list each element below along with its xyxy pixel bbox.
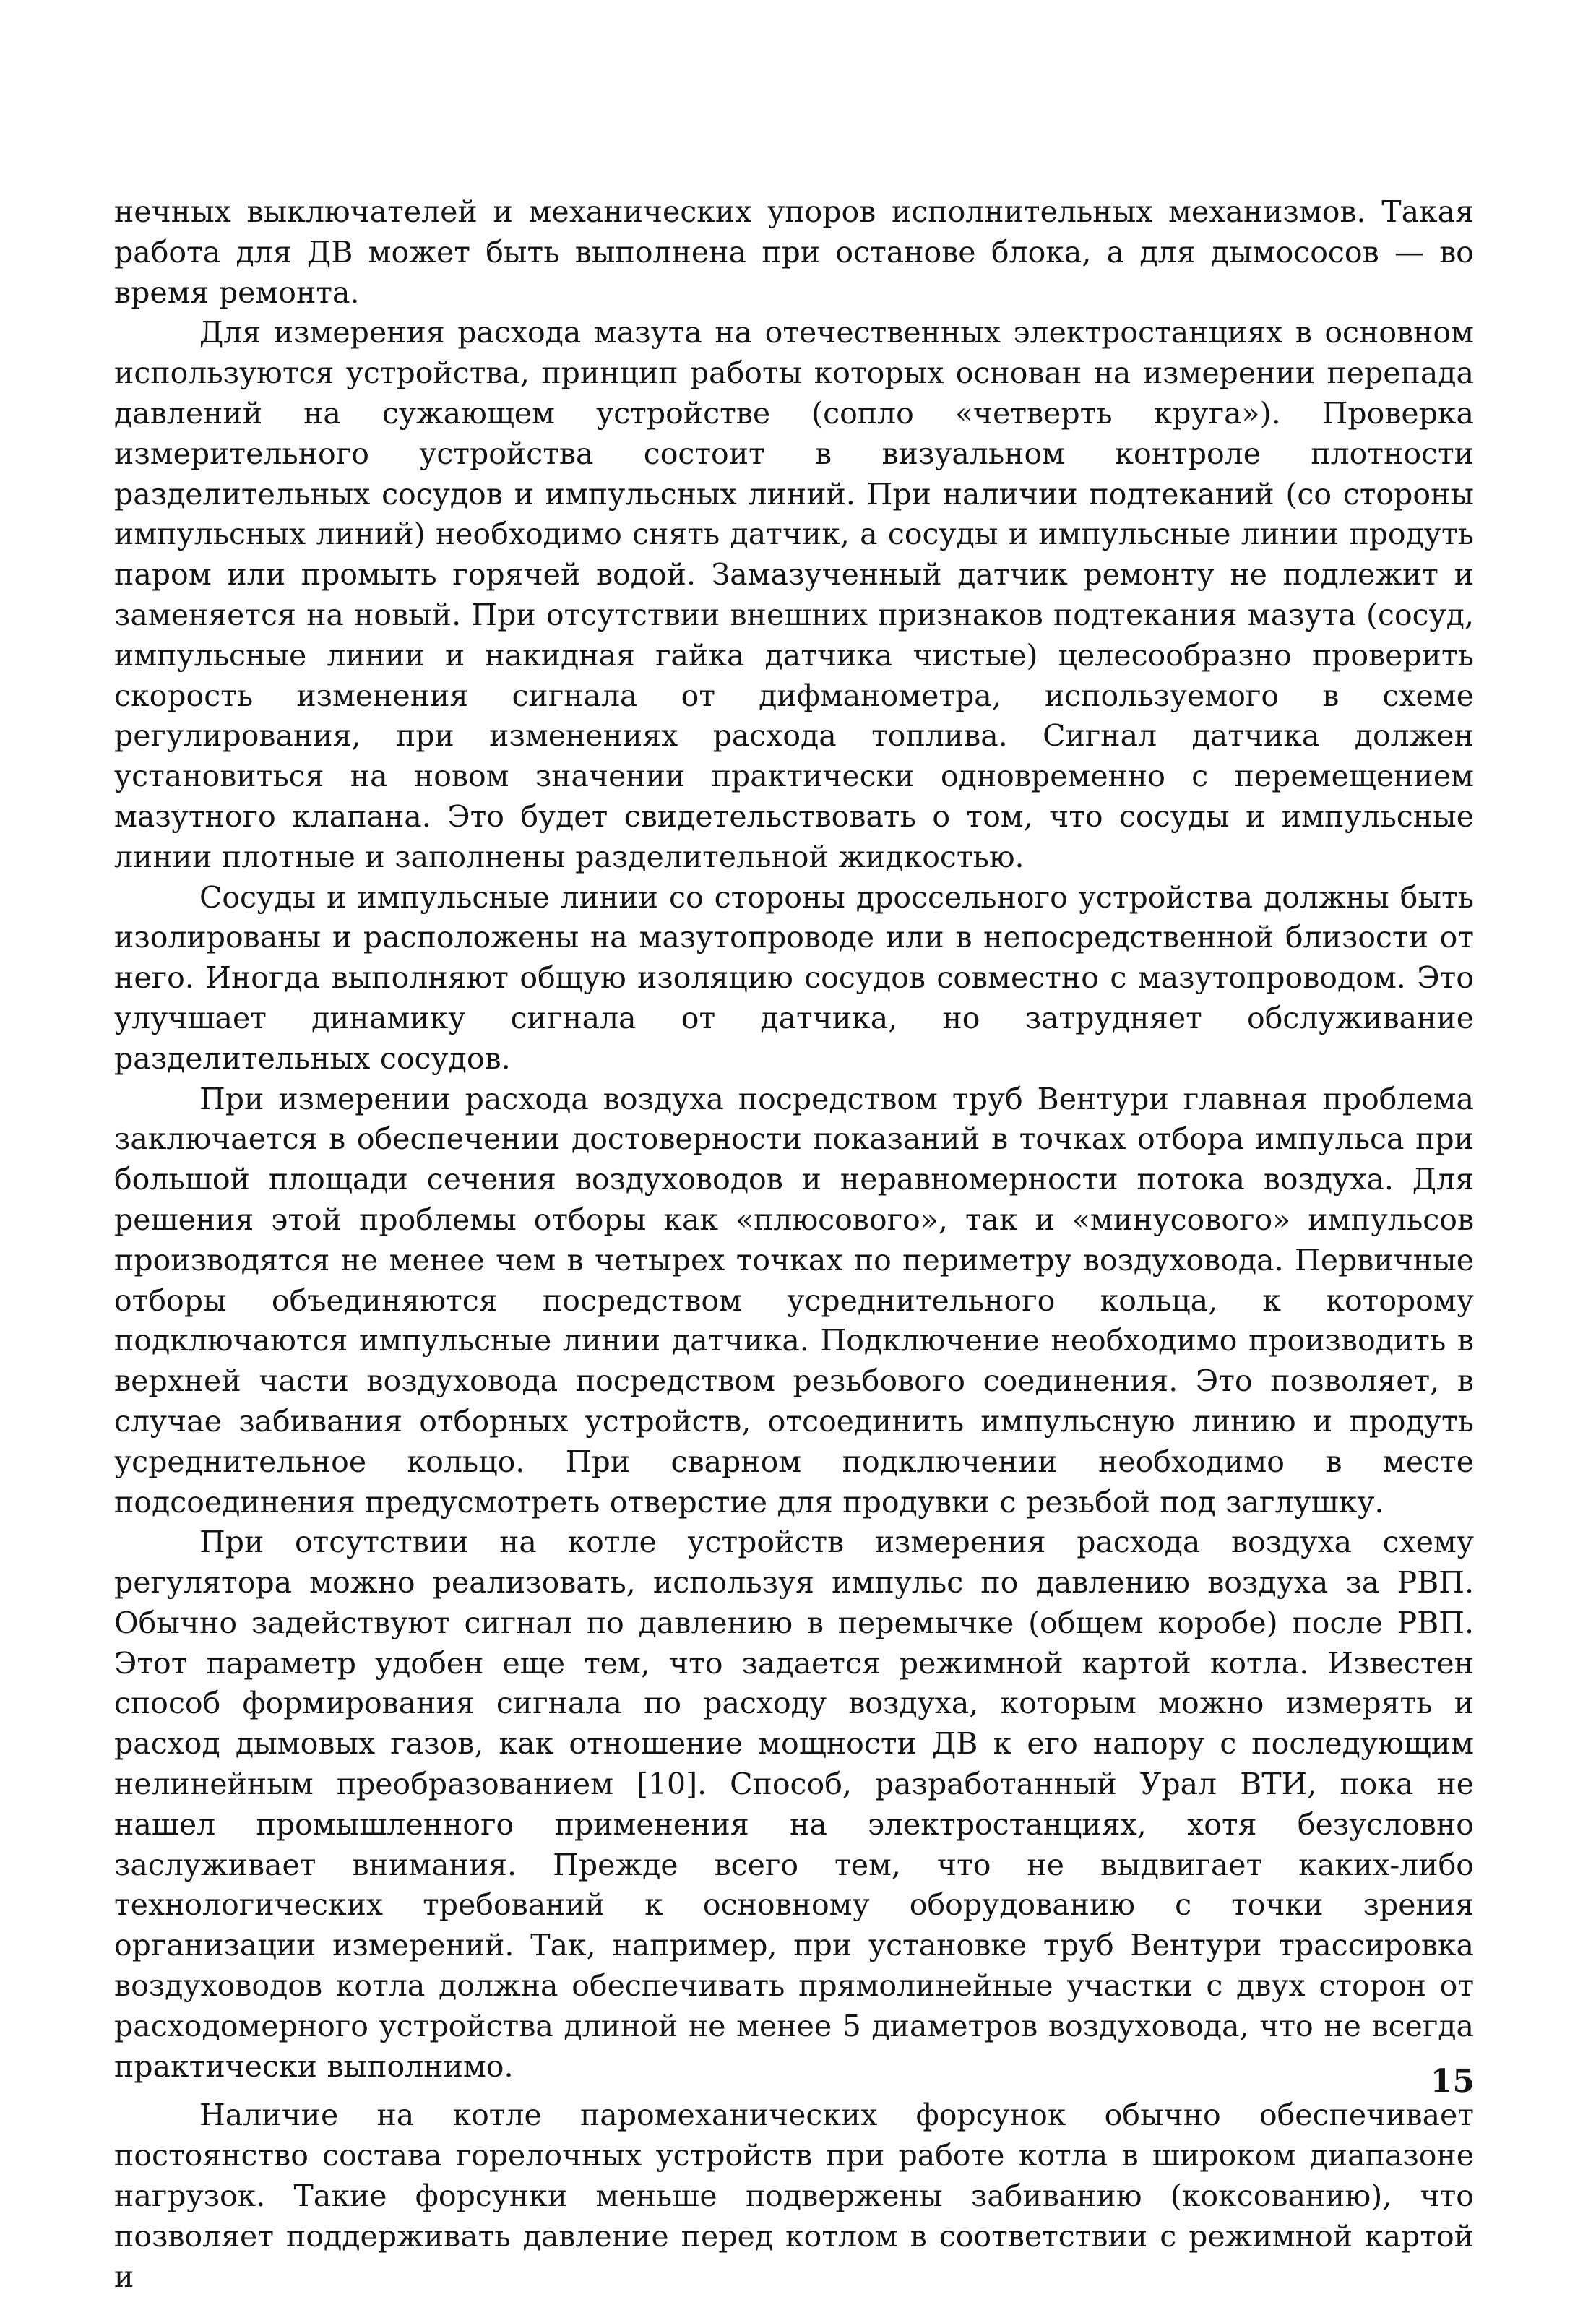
paragraph-vessel-insulation: Сосуды и импульсные линии со стороны дроссельного устройства должны быть изолированы и расположены на мазутопроводе или в непосредственной близости от него. Иногда выполняют общую изоляцию сосудов совместно с мазутопроводом. Это улучшает динамику сигнала от датчика, но затрудняет обслуживание разделительных сосудов. <box>114 879 1474 1076</box>
paragraph-steam-mechanical-nozzles: Наличие на котле паромеханических форсунок обычно обеспечивает постоянство состава горелочных устройств при работе котла в широком диапазоне нагрузок. Такие форсунки меньше подвержены забиванию (коксованию), что позволяет поддерживать давление перед котлом в соответствии с режимной картой и <box>114 2098 1474 2294</box>
paragraph-continuation: нечных выключателей и механических упоров исполнительных механизмов. Такая работа для ДВ может быть выполнена при останове блока, а для дымососов — во время ремонта. <box>114 194 1474 310</box>
paragraph-venturi-air-flow: При измерении расхода воздуха посредством труб Вентури главная проблема заключается в обеспечении достоверности показаний в точках отбора импульса при большой площади сечения воздуховодов и неравномерности потока воздуха. Для решения этой проблемы отборы как «плюсового», так и «минусового» импульсов производятся не менее чем в четырех точках по периметру воздуховода. Первичные отборы объединяются посредством усреднительного кольца, к которому подключаются импульсные линии датчика. Подключение необходимо производить в верхней части воздуховода посредством резьбового соединения. Это позволяет, в случае забивания отборных устройств, отсоединить импульсную линию и продуть усреднительное кольцо. При сварном подключении необходимо в месте подсоединения предусмотреть отверстие для продувки с резьбой под заглушку. <box>114 1081 1474 1520</box>
page-number: 15 <box>1430 2063 1475 2100</box>
paragraph-fuel-oil-measurement: Для измерения расхода мазута на отечественных электростанциях в основном используются устройства, принцип работы которых основан на измерении перепада давлений на сужающем устройстве (сопло «четверть круга»). Проверка измерительного устройства состоит в визуальном контроле плотности разделительных сосудов и импульсных линий. При наличии подтеканий (со стороны импульсных линий) необходимо снять датчик, а сосуды и импульсные линии продуть паром или промыть горячей водой. Замазученный датчик ремонту не подлежит и заменяется на новый. При отсутствии внешних признаков подтекания мазута (сосуд, импульсные линии и накидная гайка датчика чистые) целесообразно проверить скорость изменения сигнала от дифманометра, используемого в схеме регулирования, при изменениях расхода топлива. Сигнал датчика должен установиться на новом значении практически одновременно с перемещением мазутного клапана. Это будет свидетельствовать о том, что сосуды и импульсные линии плотные и заполнены разделительной жидкостью. <box>114 315 1474 874</box>
page-body <box>114 192 1474 2297</box>
paragraph-air-pressure-signal: При отсутствии на котле устройств измерения расхода воздуха схему регулятора можно реализовать, используя импульс по давлению воздуха за РВП. Обычно задействуют сигнал по давлению в перемычке (общем коробе) после РВП. Этот параметр удобен еще тем, что задается режимной картой котла. Известен способ формирования сигнала по расходу воздуха, которым можно измерять и расход дымовых газов, как отношение мощности ДВ к его напору с последующим нелинейным преобразованием [10]. Способ, разработанный Урал ВТИ, пока не нашел промышленного применения на электростанциях, хотя безусловно заслуживает внимания. Прежде всего тем, что не выдвигает каких-либо технологических требований к основному оборудованию с точки зрения организации измерений. Так, например, при установке труб Вентури трассировка воздуховодов котла должна обеспечивать прямолинейные участки с двух сторон от расходомерного устройства длиной не менее 5 диаметров воздуховода, что не всегда практически выполнимо. <box>114 1525 1474 2084</box>
